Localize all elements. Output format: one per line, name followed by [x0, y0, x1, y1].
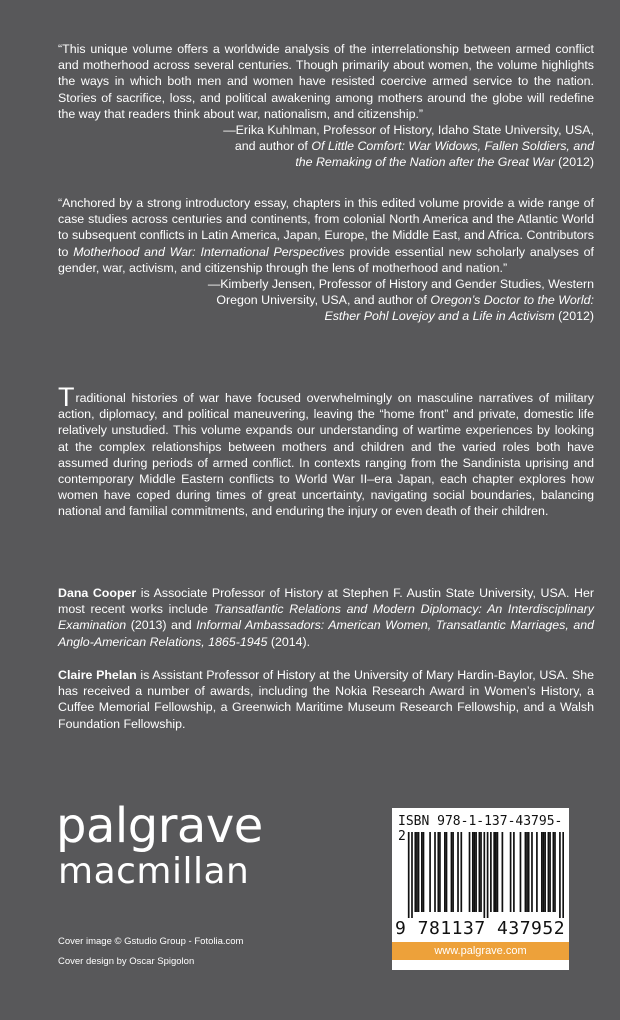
bio-text: is Assistant Professor of History at the University of Mary Hardin-Baylor, USA. She has received a number of awards, including the Nokia Research Award in Women’s History, a Cuffee Memorial Fellowship, a Greenwich Maritime Museum Research Fellowship, and a Walsh Foundation Fellowship.	[58, 668, 595, 731]
barcode-bar	[553, 832, 555, 912]
barcode-bar	[421, 832, 423, 912]
book-title: the Remaking of the Nation after the Great War	[295, 155, 555, 170]
barcode-bar	[414, 832, 416, 912]
barcode-bar	[480, 832, 482, 912]
attribution-text: Oregon University, USA, and author of	[216, 293, 431, 308]
book-title: Esther Pohl Lovejoy and a Life in Activism	[324, 309, 555, 324]
barcode-bar	[446, 832, 448, 912]
cover-credits	[58, 932, 243, 972]
barcode-footer	[392, 960, 569, 970]
barcode-bar	[457, 832, 459, 912]
isbn-label: ISBN 978-1-137-43795-2	[398, 814, 563, 844]
book-title: Of Little Comfort: War Widows, Fallen Soldiers, and	[311, 139, 594, 154]
barcode-bar	[439, 832, 441, 912]
barcode-bar	[531, 832, 533, 912]
barcode-bar	[536, 832, 538, 912]
barcode-bar	[474, 832, 476, 912]
barcode-bar	[490, 832, 492, 912]
barcode-bar	[479, 832, 481, 912]
barcode-bar	[493, 832, 495, 912]
editor-name: Claire Phelan	[58, 668, 137, 682]
editor-name: Dana Cooper	[58, 586, 137, 600]
barcode-digits: 9 781137 437952	[395, 918, 566, 939]
barcode-bar	[497, 832, 499, 912]
logo-palgrave: palgrave	[56, 798, 263, 854]
attribution-line: —Erika Kuhlman, Professor of History, Idaho State University, USA,	[223, 123, 594, 138]
book-title: Motherhood and War: International Perspectives	[73, 244, 345, 259]
barcode-bar	[416, 832, 418, 912]
book-title: Informal Ambassadors: American Women, Transatlantic Marriages, and Anglo-American Relations, 1865-1945	[58, 618, 594, 649]
bio-text: (2014).	[267, 634, 311, 649]
editor-bio-phelan	[58, 667, 594, 732]
barcode-bar	[541, 832, 543, 912]
barcode-bar	[559, 832, 561, 918]
attribution-line	[58, 154, 594, 170]
barcode-bar	[418, 832, 420, 912]
barcode-bar	[451, 832, 453, 912]
barcode-bar	[434, 832, 436, 912]
editor-bio-cooper	[58, 585, 594, 650]
endorsement-attribution	[58, 122, 594, 171]
barcode-icon	[398, 832, 564, 918]
barcode-bar	[502, 832, 504, 912]
endorsement-jensen	[58, 195, 594, 325]
barcode-bar	[544, 832, 546, 912]
barcode-bar	[562, 832, 564, 918]
barcode-bar	[429, 832, 431, 912]
publisher-logo	[56, 800, 263, 892]
barcode-bar	[423, 832, 425, 912]
description-text: raditional histories of war have focused overwhelmingly on masculine narratives of military action, diplomacy, and political maneuvering, leaving the “home front” and private, domestic life relatively unstudied. This volume expands our understanding of wartime experiences by looking at the complex relationships between mothers and children and the varied roles both have assumed during periods of armed conflict. In contexts ranging from the Sandinista uprising and contemporary Middle Eastern conflicts to World War II–era Japan, each chapter explores how women have coped during times of great uncertainty, navigating social boundaries, balancing national and familial commitments, and enduring the injury or even death of their children.	[58, 391, 594, 519]
barcode-bar	[543, 832, 545, 912]
attribution-year: (2012)	[554, 155, 594, 170]
barcode-bar	[408, 832, 410, 918]
drop-cap: T	[58, 382, 75, 412]
barcode-bar	[411, 832, 413, 918]
barcode-bar	[452, 832, 454, 912]
book-description	[58, 382, 594, 520]
attribution-line	[58, 292, 594, 308]
book-title: Oregon’s Doctor to the World:	[430, 293, 594, 308]
endorsement-quote	[58, 195, 594, 276]
cover-design-credit: Cover design by Oscar Spigolon	[58, 956, 195, 967]
barcode-bar	[475, 832, 477, 912]
bio-text: (2013) and	[126, 618, 197, 633]
attribution-line: —Kimberly Jensen, Professor of History and Gender Studies, Western	[207, 277, 594, 292]
barcode-bar	[469, 832, 471, 912]
barcode-bar	[520, 832, 522, 912]
barcode-bar	[472, 832, 474, 912]
logo-macmillan: macmillan	[58, 851, 250, 892]
barcode-bar	[526, 832, 528, 912]
endorsement-attribution	[58, 276, 594, 325]
quote-text: provide essential new scholarly analyses of gender, war, activism, and citizenship through the lens of motherhood and nation.”	[58, 244, 594, 275]
book-title: Transatlantic Relations and Modern Diplomacy: An Interdisciplinary Examination	[58, 602, 594, 633]
barcode-bar	[510, 832, 512, 912]
endorsement-kuhlman	[58, 41, 594, 171]
barcode-bar	[444, 832, 446, 912]
barcode-bar	[513, 832, 515, 912]
barcode-bar	[528, 832, 530, 912]
bio-text: is Associate Professor of History at Stephen F. Austin State University, USA. Her most recent works include	[58, 586, 595, 617]
barcode-bar	[548, 832, 550, 912]
barcode-bar	[554, 832, 556, 912]
barcode-bar	[437, 832, 439, 912]
attribution-year: (2012)	[554, 309, 594, 324]
attribution-line	[58, 138, 594, 154]
barcode-bar	[460, 832, 462, 912]
barcode-bar	[549, 832, 551, 912]
publisher-url: www.palgrave.com	[392, 942, 569, 960]
endorsement-quote: “This unique volume offers a worldwide analysis of the interrelationship between armed conflict and motherhood across several centuries. Though primarily about women, the volume highlights the ways in which both men and women have resisted coercive armed service to the nation. Stories of sacrifice, loss, and political awakening among mothers around the globe will redefine the way that readers think about war, nationalism, and citizenship.”	[58, 42, 594, 121]
attribution-text: and author of	[234, 139, 312, 154]
quote-text: “Anchored by a strong introductory essay, chapters in this edited volume provide a wide range of case studies across centuries and continents, from colonial North America and the Atlantic World to subsequent conflicts in Latin America, Japan, Europe, the Middle East, and Africa. Contributors to	[58, 196, 594, 259]
cover-image-credit: Cover image © Gstudio Group - Fotolia.com	[58, 936, 244, 947]
barcode-bar	[487, 832, 489, 918]
attribution-line	[58, 308, 594, 324]
barcode-bar	[495, 832, 497, 912]
barcode-bar	[525, 832, 527, 912]
barcode-bar	[483, 832, 485, 918]
